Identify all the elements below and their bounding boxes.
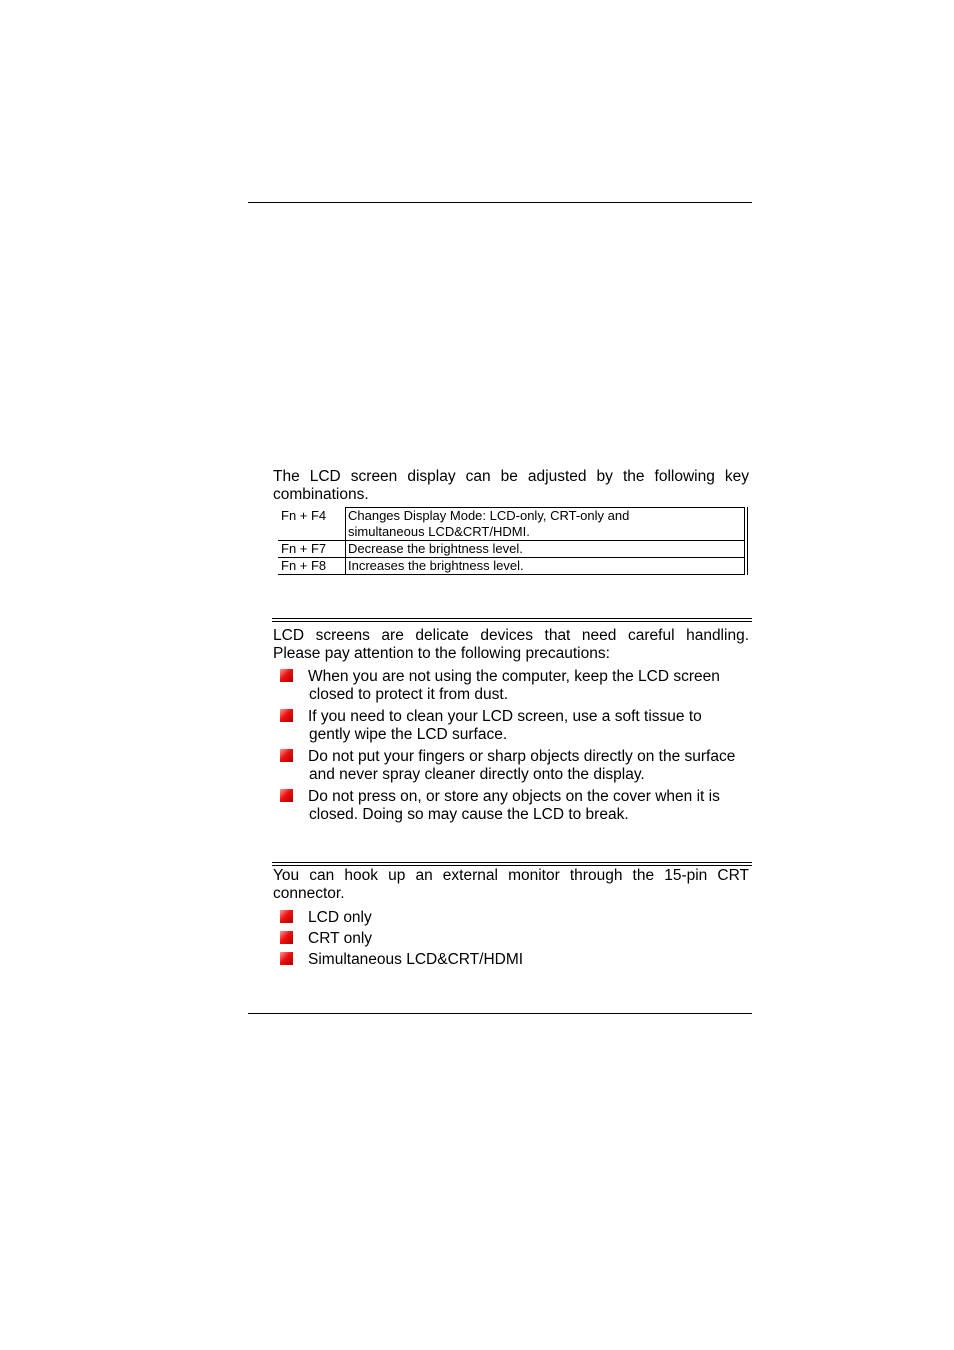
- red-square-bullet-icon: [280, 952, 293, 965]
- list-item: [280, 909, 752, 927]
- desc-line: simultaneous LCD&CRT/HDMI.: [348, 524, 530, 539]
- care-precautions-list: [280, 668, 752, 824]
- key-cell: Fn + F7: [278, 541, 346, 558]
- red-square-bullet-icon: [280, 931, 293, 944]
- display-intro-text: The LCD screen display can be adjusted by the following key combinations.: [273, 468, 749, 503]
- key-cell: Fn + F8: [278, 558, 346, 575]
- red-square-bullet-icon: [280, 789, 293, 802]
- header-rule: [248, 202, 752, 203]
- external-intro: [273, 867, 749, 903]
- red-square-bullet-icon: [280, 910, 293, 923]
- table-row: [278, 541, 746, 558]
- red-square-bullet-icon: [280, 749, 293, 762]
- item-line: Do not put your fingers or sharp objects directly on the surface: [308, 748, 736, 765]
- desc-line: Changes Display Mode: LCD-only, CRT-only and: [348, 508, 630, 523]
- table-row: [278, 558, 746, 575]
- footer-rule: [248, 1013, 752, 1014]
- item-line: closed to protect it from dust.: [309, 686, 509, 703]
- table-row: [278, 508, 746, 541]
- desc-cell: Decrease the brightness level.: [346, 541, 747, 558]
- list-item: [280, 930, 752, 948]
- desc-cell: [346, 508, 747, 541]
- item-line: When you are not using the computer, keep the LCD screen: [308, 668, 720, 685]
- red-square-bullet-icon: [280, 669, 293, 682]
- section-divider-care: [272, 618, 752, 622]
- item-line: and never spray cleaner directly onto the display.: [309, 766, 645, 783]
- item-line: If you need to clean your LCD screen, use a soft tissue to: [308, 708, 702, 725]
- list-item: [280, 668, 752, 704]
- list-item: [280, 788, 752, 824]
- desc-cell: Increases the brightness level.: [346, 558, 747, 575]
- care-intro-line2: Please pay attention to the following precautions:: [273, 645, 610, 662]
- red-square-bullet-icon: [280, 709, 293, 722]
- item-line: LCD only: [308, 909, 372, 926]
- list-item: [280, 748, 752, 784]
- care-intro-line1: LCD screens are delicate devices that need careful handling.: [273, 627, 749, 644]
- external-intro-line1: You can hook up an external monitor through the 15-pin CRT: [273, 867, 749, 884]
- display-intro: [273, 468, 749, 504]
- external-modes-list: [280, 909, 752, 969]
- item-line: Do not press on, or store any objects on the cover when it is: [308, 788, 720, 805]
- item-line: Simultaneous LCD&CRT/HDMI: [308, 951, 524, 968]
- external-intro-line2: connector.: [273, 885, 345, 902]
- item-line: closed. Doing so may cause the LCD to break.: [309, 806, 629, 823]
- section-divider-external: [272, 862, 752, 866]
- key-combination-table: [278, 507, 748, 575]
- list-item: [280, 951, 752, 969]
- item-line: gently wipe the LCD surface.: [309, 726, 508, 743]
- item-line: CRT only: [308, 930, 373, 947]
- list-item: [280, 708, 752, 744]
- key-cell: Fn + F4: [278, 508, 346, 541]
- care-intro: [273, 627, 749, 663]
